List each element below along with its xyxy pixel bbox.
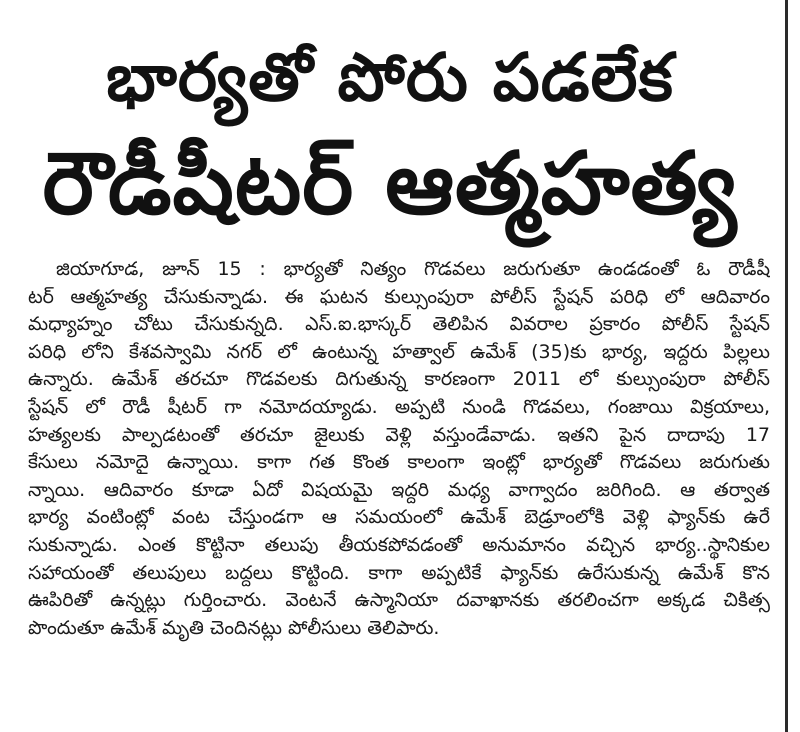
body-line: ఊపిరితో ఉన్నట్లు గుర్తించారు. వెంటనే ఉస్మానియా దవాఖానకు తరలించగా అక్కడ చికిత్స (28, 589, 770, 612)
body-line: పరిధి లోని కేశవస్వామి నగర్ లో ఉంటున్న హత్వాల్ ఉమేశ్ (35)కు భార్య, ఇద్దరు పిల్లలు (28, 340, 770, 363)
column-divider (785, 0, 788, 732)
body-line: హత్యలకు పాల్పడటంతో తరచూ జైలుకు వెళ్లి వస్తుండేవాడు. ఇతని పైన దాదాపు 17 (28, 423, 770, 446)
body-line: ఉన్నారు. ఉమేశ్ తరచూ గొడవలకు దిగుతున్న కారణంగా 2011 లో కుల్సుంపురా పోలీస్ (28, 368, 770, 391)
body-line: కేసులు నమోదై ఉన్నాయి. కాగా గత కొంత కాలంగా ఇంట్లో భార్యతో గొడవలు జరుగుతు (28, 451, 770, 474)
article-body (28, 256, 770, 642)
body-line: టర్ ఆత్మహత్య చేసుకున్నాడు. ఈ ఘటన కుల్సుంపురా పోలీస్ స్టేషన్ పరిధి లో ఆదివారం (28, 285, 770, 308)
headline-line-2: రౌడీషీటర్ ఆత్మహత్య (42, 134, 738, 234)
body-line: భార్య వంటింట్లో వంట చేస్తుండగా ఆ సమయంలో ఉమేశ్ బెడ్రూంలోకి వెళ్లి ఫ్యాన్‌కు ఉరే (28, 506, 770, 529)
body-line: పొందుతూ ఉమేశ్ మృతి చెందినట్లు పోలీసులు తెలిపారు. (28, 616, 440, 639)
headline-line-1: భార్యతో పోరు పడలేక (106, 39, 674, 116)
body-line: జియాగూడ, జూన్ 15 : భార్యతో నిత్యం గొడవలు జరుగుతూ ఉండడంతో ఓ రౌడీషీ (56, 258, 770, 280)
body-line: స్టేషన్ లో రౌడీ షీటర్ గా నమోదయ్యాడు. అప్పటి నుండి గొడవలు, గంజాయి విక్రయాలు, (28, 395, 770, 418)
body-line: సుకున్నాడు. ఎంత కొట్టినా తలుపు తీయకపోవడంతో అనుమానం వచ్చిన భార్య..స్థానికుల (28, 533, 770, 556)
body-line: సహాయంతో తలుపులు బద్దలు కొట్టింది. కాగా అప్పటికే ఫ్యాన్‌కు ఉరేసుకున్న ఉమేశ్ కొన (28, 561, 770, 584)
body-line: మధ్యాహ్నం చోటు చేసుకున్నది. ఎస్.ఐ.భాస్కర్ తెలిపిన వివరాల ప్రకారం పోలీస్ స్టేషన్ (28, 313, 770, 336)
body-line: న్నాయి. ఆదివారం కూడా ఏదో విషయమై ఇద్దరి మధ్య వాగ్వాదం జరిగింది. ఆ తర్వాత (28, 478, 770, 501)
